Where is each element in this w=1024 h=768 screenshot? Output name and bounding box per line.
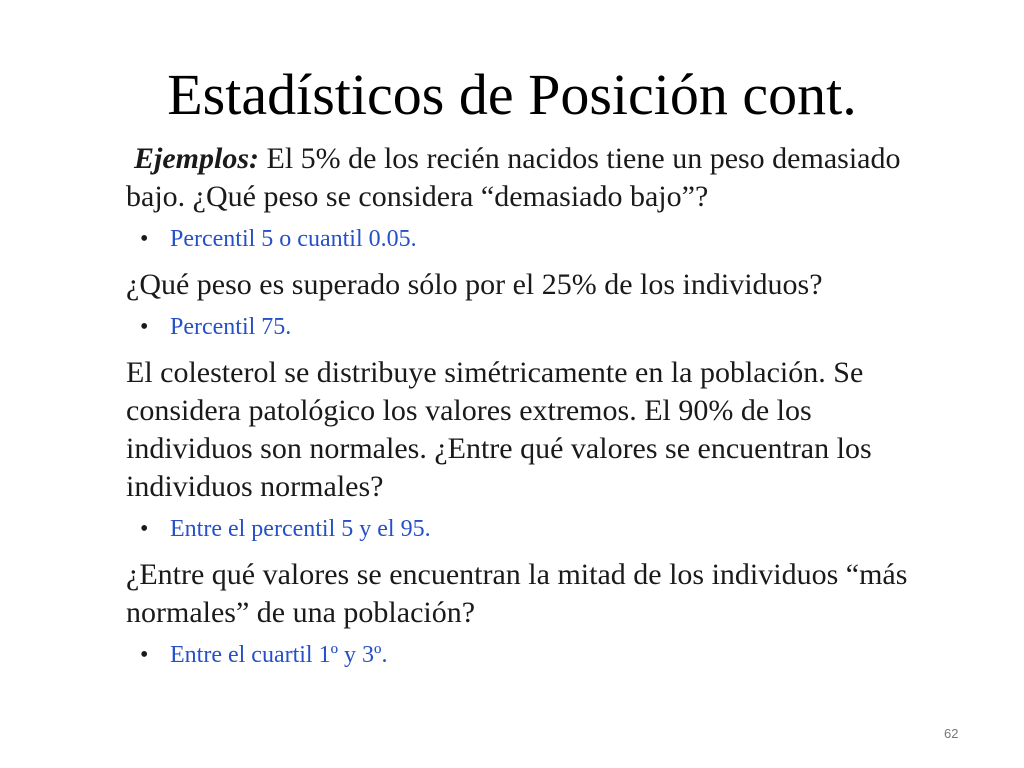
question-3: El colesterol se distribuye simétricamente en la población. Se considera patológico los valores extremos. El 90% de los individuos son normales. ¿Entre qué valores se encuentran los individuos normales? [126,356,872,503]
question-2: ¿Qué peso es superado sólo por el 25% de los individuos? [126,268,823,301]
answer-3 [126,514,926,544]
answer-4-text: Entre el cuartil 1º y 3º. [170,642,388,668]
question-1-text: El 5% de los recién nacidos tiene un peso demasiado bajo. ¿Qué peso se considera “demasiado bajo”? [126,142,901,213]
answer-1-text: Percentil 5 o cuantil 0.05. [170,226,417,252]
page-number: 62 [944,726,959,741]
question-1 [126,140,926,216]
bullet-icon: • [140,314,149,340]
examples-label: Ejemplos: [134,142,259,175]
answer-4 [126,640,926,670]
answer-1 [126,224,926,254]
answer-2 [126,312,926,342]
answer-2-text: Percentil 75. [170,314,292,340]
question-4: ¿Entre qué valores se encuentran la mitad de los individuos “más normales” de una población? [126,558,908,629]
slide-title: Estadísticos de Posición cont. [167,62,857,127]
bullet-icon: • [140,226,149,252]
bullet-icon: • [140,642,149,668]
answer-3-text: Entre el percentil 5 y el 95. [170,516,431,542]
bullet-icon: • [140,516,149,542]
slide-content [126,140,926,682]
